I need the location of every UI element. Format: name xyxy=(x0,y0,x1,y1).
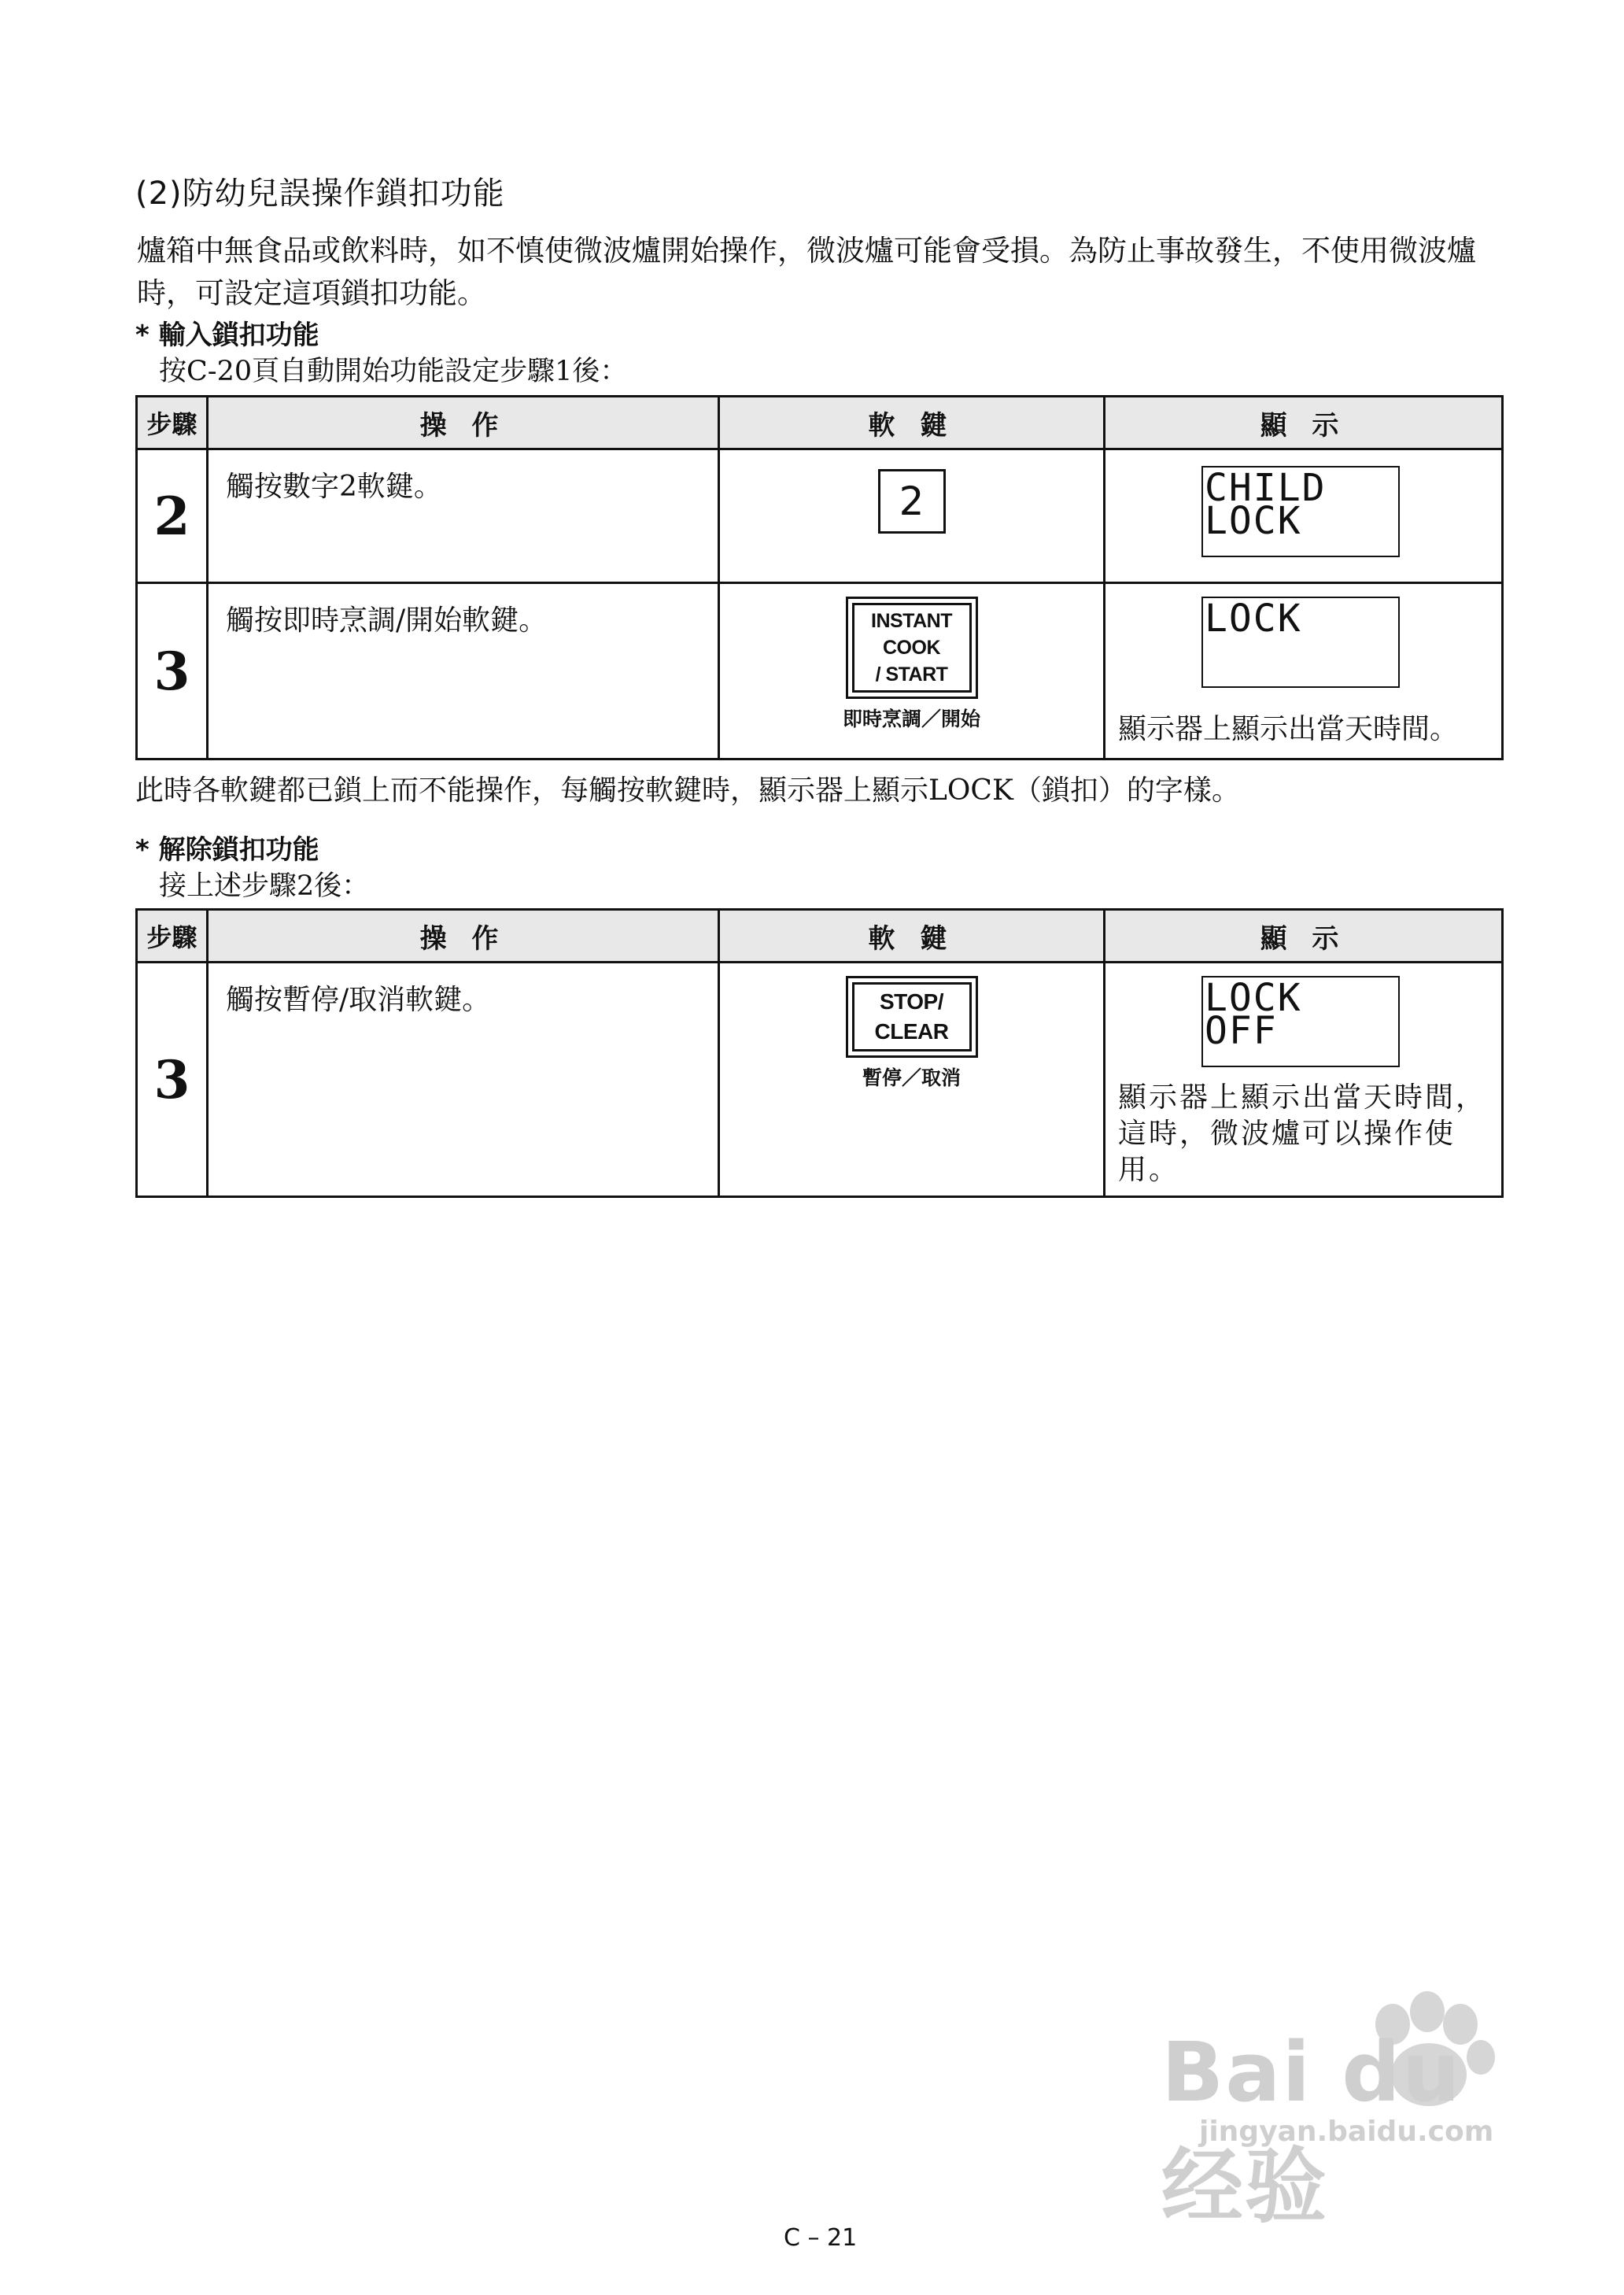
display-note: 顯示器上顯示出當天時間，這時，微波爐可以操作使用。 xyxy=(1118,1081,1487,1186)
header-key: 軟 鍵 xyxy=(719,397,1105,449)
operation-text: 觸按數字2軟鍵。 xyxy=(226,471,442,503)
instant-cook-start-key xyxy=(846,597,978,699)
lcd-line-1: LOCK xyxy=(1205,976,1302,1020)
lcd-line-2: OFF xyxy=(1205,1009,1278,1053)
operation-text: 觸按暫停/取消軟鍵。 xyxy=(226,984,491,1016)
page-number: C – 21 xyxy=(784,2224,858,2252)
step-number: 2 xyxy=(153,485,190,547)
lcd-display xyxy=(1201,597,1400,688)
key-label-line-1: INSTANT COOK xyxy=(871,610,952,659)
release-lock-subtext: 接上述步驟2後： xyxy=(159,870,370,902)
key-label-line-1: STOP/ xyxy=(879,989,943,1014)
header-step: 步驟 xyxy=(137,910,208,963)
table-row xyxy=(137,963,1503,1197)
table-header-row xyxy=(137,910,1503,963)
header-display: 顯 示 xyxy=(1105,397,1503,449)
enter-lock-table xyxy=(135,395,1504,760)
step-number: 3 xyxy=(153,640,190,702)
enter-lock-subtext: 按C-20頁自動開始功能設定步驟1後： xyxy=(159,356,628,387)
after-note: 此時各軟鍵都已鎖上而不能操作，每觸按軟鍵時，顯示器上顯示LOCK（鎖扣）的字樣。 xyxy=(135,774,1240,807)
lcd-display xyxy=(1201,466,1400,557)
key-caption: 暫停／取消 xyxy=(862,1066,961,1089)
operation-text: 觸按即時烹調/開始軟鍵。 xyxy=(226,604,548,637)
enter-lock-heading: * 輸入鎖扣功能 xyxy=(135,320,319,351)
key-label-line-2: CLEAR xyxy=(874,1019,949,1044)
table-header-row xyxy=(137,397,1503,449)
stop-clear-key xyxy=(846,976,978,1058)
lcd-line-2: LOCK xyxy=(1205,499,1302,543)
display-note: 顯示器上顯示出當天時間。 xyxy=(1118,713,1459,745)
key-label-line-2: / START xyxy=(875,663,948,686)
header-operation: 操 作 xyxy=(208,910,719,963)
step-number: 3 xyxy=(153,1048,190,1111)
release-lock-table xyxy=(135,908,1504,1198)
table-row xyxy=(137,583,1503,759)
key-caption: 即時烹調／開始 xyxy=(842,708,980,730)
baidu-watermark xyxy=(1157,1975,1574,2234)
header-key: 軟 鍵 xyxy=(719,910,1105,963)
watermark-brand: Bai du 经验 xyxy=(1161,2024,1462,2234)
release-lock-heading: * 解除鎖扣功能 xyxy=(135,834,319,866)
lcd-display xyxy=(1201,976,1400,1067)
intro-paragraph: 爐箱中無食品或飲料時，如不慎使微波爐開始操作，微波爐可能會受損。為防止事故發生，不使用微波爐時，可設定這項鎖扣功能。 xyxy=(137,234,1476,310)
number-2-key: 2 xyxy=(878,469,946,534)
table-row xyxy=(137,449,1503,583)
header-step: 步驟 xyxy=(137,397,208,449)
watermark-url: jingyan.baidu.com xyxy=(1199,2116,1494,2148)
header-display: 顯 示 xyxy=(1105,910,1503,963)
lcd-line-1: CHILD xyxy=(1205,466,1327,510)
lcd-line-1: LOCK xyxy=(1205,597,1302,641)
header-operation: 操 作 xyxy=(208,397,719,449)
section-title: (2)防幼兒誤操作鎖扣功能 xyxy=(135,176,505,212)
